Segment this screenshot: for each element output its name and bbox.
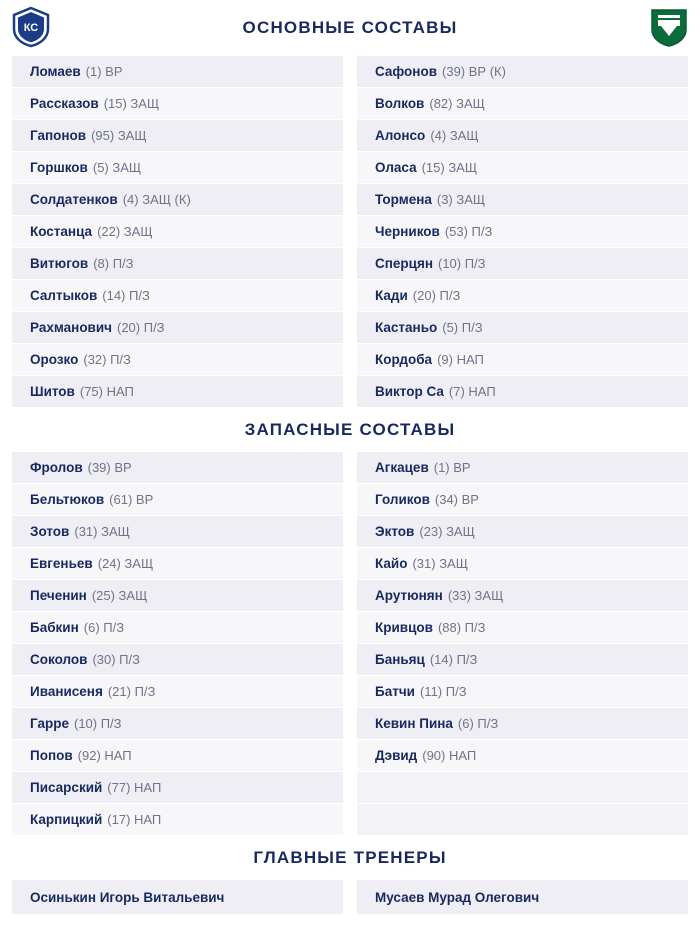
list-item[interactable] — [12, 120, 343, 152]
player-name: Рахманович — [30, 320, 112, 335]
list-item[interactable] — [12, 312, 343, 344]
coaches-row — [0, 880, 700, 914]
player-name: Сафонов — [375, 64, 438, 79]
player-meta: (82) ЗАЩ — [429, 96, 485, 111]
player-meta: (24) ЗАЩ — [97, 556, 154, 571]
list-item[interactable] — [357, 548, 688, 580]
list-item[interactable] — [12, 152, 343, 184]
coach-home-name[interactable]: Осинькин Игорь Витальевич — [12, 880, 343, 914]
player-meta: (31) ЗАЩ — [412, 556, 468, 571]
player-name: Баньяц — [375, 652, 425, 667]
list-item[interactable] — [12, 708, 343, 740]
list-item[interactable] — [357, 452, 688, 484]
list-item[interactable] — [357, 56, 688, 88]
player-meta: (39) ВР (К) — [442, 64, 506, 79]
list-item[interactable] — [12, 88, 343, 120]
list-item[interactable] — [12, 56, 343, 88]
player-meta: (5) П/З — [442, 320, 483, 335]
list-item[interactable] — [12, 280, 343, 312]
starting-away-column — [357, 56, 688, 408]
player-name: Волков — [375, 96, 425, 111]
list-item[interactable] — [12, 484, 343, 516]
list-item[interactable] — [357, 120, 688, 152]
list-item[interactable] — [357, 676, 688, 708]
player-name: Агкацев — [375, 460, 429, 475]
player-meta: (23) ЗАЩ — [419, 524, 475, 539]
substitutes-lineups — [0, 452, 700, 836]
list-item[interactable] — [357, 216, 688, 248]
list-item[interactable] — [12, 548, 343, 580]
player-name: Эктов — [375, 524, 415, 539]
player-meta: (92) НАП — [77, 748, 132, 763]
list-item[interactable] — [357, 376, 688, 408]
player-name: Виктор Са — [375, 384, 444, 399]
substitutes-home-column — [12, 452, 343, 836]
player-name: Бабкин — [30, 620, 79, 635]
player-name: Ломаев — [30, 64, 81, 79]
player-name: Солдатенков — [30, 192, 118, 207]
player-meta: (39) ВР — [87, 460, 132, 475]
player-name: Гапонов — [30, 128, 87, 143]
player-meta: (88) П/З — [437, 620, 486, 635]
player-meta: (1) ВР — [433, 460, 471, 475]
list-item[interactable] — [357, 344, 688, 376]
player-meta: (5) ЗАЩ — [92, 160, 142, 175]
player-meta: (53) П/З — [444, 224, 493, 239]
player-meta: (9) НАП — [437, 352, 484, 367]
list-item[interactable] — [357, 516, 688, 548]
coaches-title: ГЛАВНЫЕ ТРЕНЕРЫ — [253, 848, 447, 867]
player-meta: (20) П/З — [117, 320, 165, 335]
list-item[interactable] — [12, 516, 343, 548]
coach-home-column — [12, 880, 343, 914]
player-name: Тормена — [375, 192, 432, 207]
player-meta: (90) НАП — [422, 748, 477, 763]
player-meta: (17) НАП — [107, 812, 162, 827]
substitutes-title-wrap — [0, 408, 700, 452]
coach-away-name[interactable]: Мусаев Мурад Олегович — [357, 880, 688, 914]
list-item-empty — [357, 772, 688, 804]
player-name: Попов — [30, 748, 73, 763]
player-meta: (8) П/З — [93, 256, 134, 271]
player-meta: (1) ВР — [85, 64, 123, 79]
list-item[interactable] — [12, 248, 343, 280]
list-item[interactable] — [12, 452, 343, 484]
player-meta: (3) ЗАЩ — [436, 192, 486, 207]
player-meta: (6) П/З — [457, 716, 499, 731]
player-name: Дэвид — [375, 748, 418, 763]
list-item[interactable] — [12, 772, 343, 804]
list-item[interactable] — [357, 580, 688, 612]
krylia-sovetov-crest-icon — [10, 6, 52, 48]
list-item[interactable] — [12, 580, 343, 612]
substitutes-title: ЗАПАСНЫЕ СОСТАВЫ — [244, 420, 456, 439]
list-item[interactable] — [357, 312, 688, 344]
list-item[interactable] — [12, 804, 343, 836]
player-name: Печенин — [30, 588, 87, 603]
list-item[interactable] — [12, 376, 343, 408]
player-name: Горшков — [30, 160, 88, 175]
player-name: Батчи — [375, 684, 415, 699]
player-meta: (61) ВР — [109, 492, 154, 507]
list-item[interactable] — [357, 484, 688, 516]
starting-home-column — [12, 56, 343, 408]
player-name: Писарский — [30, 780, 103, 795]
coaches-title-wrap — [0, 836, 700, 880]
player-name: Кордоба — [375, 352, 433, 367]
coach-away-column — [357, 880, 688, 914]
player-meta: (10) П/З — [73, 716, 122, 731]
player-name: Салтыков — [30, 288, 98, 303]
player-meta: (14) П/З — [429, 652, 478, 667]
player-meta: (75) НАП — [79, 384, 134, 399]
list-item[interactable] — [357, 184, 688, 216]
list-item[interactable] — [357, 708, 688, 740]
player-name: Рассказов — [30, 96, 99, 111]
player-name: Кривцов — [375, 620, 433, 635]
player-meta: (32) П/З — [83, 352, 131, 367]
player-name: Фролов — [30, 460, 83, 475]
list-item[interactable] — [12, 676, 343, 708]
player-name: Кевин Пина — [375, 716, 453, 731]
player-meta: (33) ЗАЩ — [447, 588, 504, 603]
player-meta: (4) ЗАЩ (К) — [122, 192, 191, 207]
player-name: Иванисеня — [30, 684, 103, 699]
player-meta: (6) П/З — [83, 620, 125, 635]
list-item[interactable] — [12, 644, 343, 676]
player-name: Оласа — [375, 160, 417, 175]
player-name: Карпицкий — [30, 812, 103, 827]
player-meta: (7) НАП — [448, 384, 496, 399]
krasnodar-crest-icon — [648, 6, 690, 48]
player-meta: (15) ЗАЩ — [103, 96, 160, 111]
list-item[interactable] — [12, 184, 343, 216]
player-name: Витюгов — [30, 256, 89, 271]
player-meta: (34) ВР — [434, 492, 479, 507]
player-meta: (25) ЗАЩ — [91, 588, 148, 603]
substitutes-away-column — [357, 452, 688, 836]
player-meta: (31) ЗАЩ — [74, 524, 130, 539]
player-name: Зотов — [30, 524, 70, 539]
list-item[interactable] — [357, 88, 688, 120]
player-name: Сперцян — [375, 256, 433, 271]
svg-text:КС: КС — [23, 22, 39, 34]
player-name: Соколов — [30, 652, 88, 667]
list-item[interactable] — [357, 644, 688, 676]
player-name: Голиков — [375, 492, 430, 507]
player-name: Кастаньо — [375, 320, 438, 335]
player-meta: (30) П/З — [92, 652, 140, 667]
player-name: Гарре — [30, 716, 69, 731]
player-name: Евгеньев — [30, 556, 93, 571]
list-item[interactable] — [12, 612, 343, 644]
player-meta: (14) П/З — [102, 288, 150, 303]
list-item[interactable] — [357, 248, 688, 280]
list-item-empty — [357, 804, 688, 836]
player-name: Кади — [375, 288, 408, 303]
player-meta: (15) ЗАЩ — [421, 160, 478, 175]
list-item[interactable] — [357, 152, 688, 184]
page-title: ОСНОВНЫЕ СОСТАВЫ — [242, 18, 458, 37]
list-item[interactable] — [357, 280, 688, 312]
player-meta: (20) П/З — [412, 288, 461, 303]
player-name: Шитов — [30, 384, 75, 399]
player-meta: (22) ЗАЩ — [97, 224, 153, 239]
starting-lineups — [0, 56, 700, 408]
player-name: Бельтюков — [30, 492, 105, 507]
player-name: Костанца — [30, 224, 93, 239]
player-meta: (77) НАП — [107, 780, 162, 795]
player-name: Черников — [375, 224, 440, 239]
player-name: Орозко — [30, 352, 79, 367]
player-meta: (10) П/З — [438, 256, 486, 271]
player-meta: (11) П/З — [419, 684, 467, 699]
list-item[interactable] — [12, 216, 343, 248]
header — [0, 0, 700, 56]
player-meta: (21) П/З — [107, 684, 156, 699]
player-meta: (4) ЗАЩ — [430, 128, 479, 143]
player-meta: (95) ЗАЩ — [91, 128, 147, 143]
player-name: Кайо — [375, 556, 408, 571]
list-item[interactable] — [357, 740, 688, 772]
player-name: Алонсо — [375, 128, 426, 143]
list-item[interactable] — [12, 740, 343, 772]
list-item[interactable] — [12, 344, 343, 376]
list-item[interactable] — [357, 612, 688, 644]
player-name: Арутюнян — [375, 588, 443, 603]
